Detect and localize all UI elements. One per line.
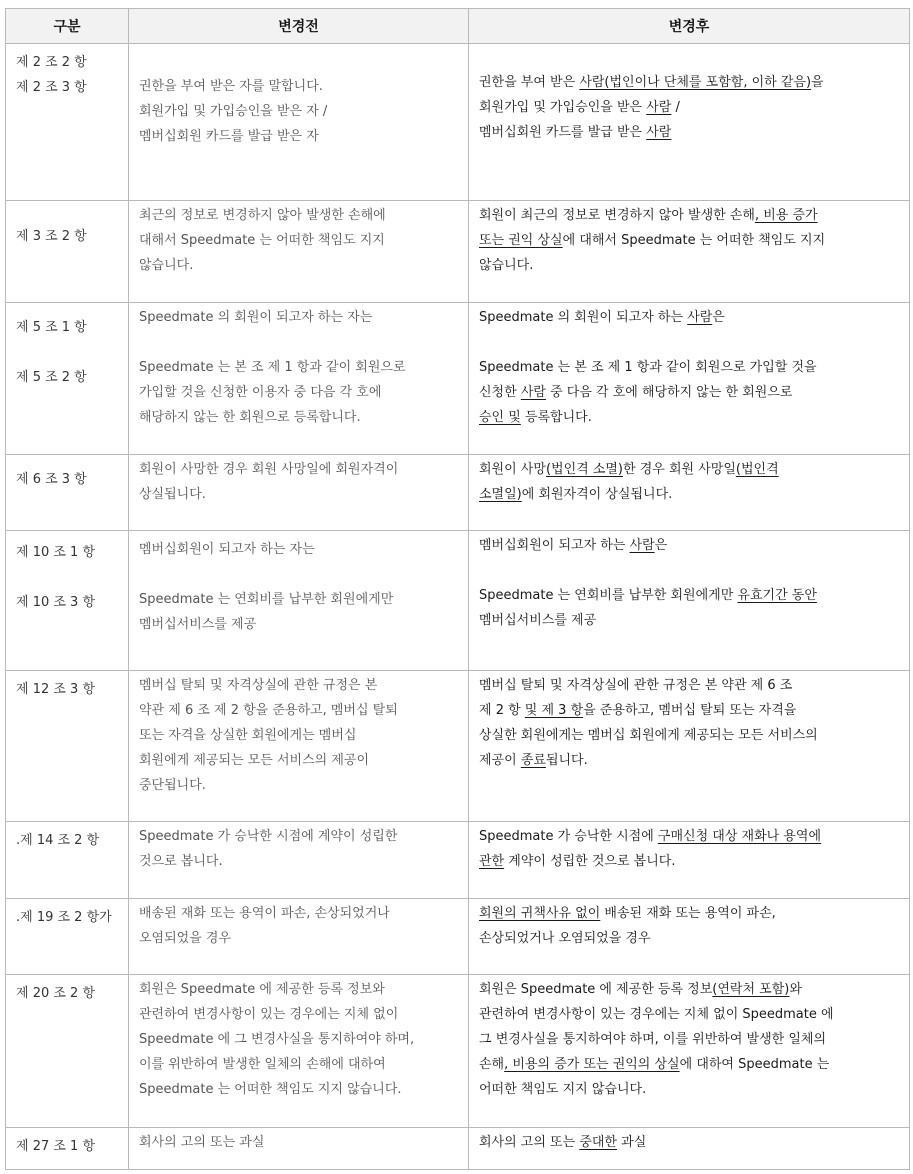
before-text: 멤버십 탈퇴 및 자격상실에 관한 규정은 본 약관 제 6 조 제 2 항을 준용하고, 멤버십 탈퇴 또는 자격을 상실한 회원에게는 멤버십 회원에게 제공되는 모든 서비스의 제공이 중단됩니다. — [139, 678, 398, 793]
after-cell — [469, 44, 910, 201]
table-row — [6, 531, 910, 671]
before-text: Speedmate 의 회원이 되고자 하는 자는 — [139, 310, 373, 325]
after-text-segment: 배송된 재화 또는 용역이 파손, 손상되었거나 오염되었을 경우 — [479, 906, 776, 946]
table-row — [6, 1128, 910, 1170]
table-row — [6, 975, 910, 1128]
table-row — [6, 899, 910, 975]
amended-phrase: 사람 — [646, 125, 672, 140]
clause-label-text: 제 10 조 1 항 제 10 조 3 항 — [16, 545, 96, 610]
amended-phrase: 사람 — [629, 538, 655, 553]
after-cell — [469, 822, 910, 899]
after-text-segment: 은 — [712, 310, 725, 325]
after-text-segment: 멤버십 탈퇴 및 자격상실에 관한 규정은 본 약관 제 6 조 제 2 항 — [479, 678, 793, 718]
after-cell — [469, 899, 910, 975]
before-text: Speedmate 는 본 조 제 1 항과 같이 회원으로 가입할 것을 신청한 이용자 중 다음 각 호에 해당하지 않는 한 회원으로 등록합니다. — [139, 360, 406, 425]
after-cell — [469, 455, 910, 531]
clause-label — [6, 1128, 129, 1170]
after-text-segment: 은 — [654, 538, 668, 553]
clause-label — [6, 822, 129, 899]
amended-phrase: 사람(법인이나 단체를 포함함, 이하 같음) — [579, 75, 812, 90]
after-text-segment: 을 준용하고, 멤버십 탈퇴 또는 자격을 상실한 회원에게는 멤버십 회원에게 제공되는 모든 서비스의 제공이 — [479, 703, 818, 768]
amended-phrase: 구매신청 대상 재화나 용역에 관한 — [479, 829, 822, 869]
after-text — [479, 305, 903, 330]
before-text: 회원이 사망한 경우 회원 사망일에 회원자격이 상실됩니다. — [139, 462, 399, 502]
after-cell — [469, 201, 910, 303]
amended-phrase: , 비용 증가 또는 권익 상실 — [479, 208, 818, 248]
after-text-segment: Speedmate 의 회원이 되고자 하는 — [479, 310, 688, 325]
after-text — [479, 824, 903, 874]
after-text-segment: 회사의 고의 또는 — [479, 1135, 580, 1150]
clause-label-text: 제 3 조 2 항 — [16, 229, 87, 244]
after-text-segment: 멤버십회원이 되고자 하는 — [479, 538, 630, 553]
header-category: 구분 — [6, 9, 129, 44]
table-row — [6, 303, 910, 455]
amended-phrase: (법인격 소멸일) — [479, 462, 779, 502]
amended-phrase: 및 제 3 항 — [524, 703, 584, 718]
amended-phrase: 사람 — [687, 310, 713, 325]
before-cell — [129, 455, 469, 531]
before-cell — [129, 1128, 469, 1170]
before-text: 최근의 정보로 변경하지 않아 발생한 손해에 대해서 Speedmate 는 어떠한 책임도 지지 않습니다. — [139, 208, 386, 273]
before-cell — [129, 531, 469, 671]
amended-phrase: 유효기간 동안 — [737, 588, 817, 603]
after-text-segment: Speedmate 가 승낙한 시점에 — [479, 829, 658, 844]
amended-phrase: (연락처 포함) — [712, 982, 790, 997]
after-text — [479, 355, 903, 430]
amended-phrase: 중대한 — [579, 1135, 617, 1150]
after-text-segment: 회원이 최근의 정보로 변경하지 않아 발생한 손해 — [479, 208, 755, 223]
before-text: 회사의 고의 또는 과실 — [139, 1135, 265, 1150]
amended-phrase: 종료 — [520, 753, 546, 768]
after-text-segment: 을 회원가입 및 가입승인을 받은 — [479, 75, 824, 115]
clause-label — [6, 531, 129, 671]
before-text: 멤버십회원이 되고자 하는 자는 — [139, 542, 315, 557]
after-text-segment: 회원은 Speedmate 에 제공한 등록 정보 — [479, 982, 713, 997]
header-row — [6, 9, 910, 44]
clause-label — [6, 899, 129, 975]
amended-phrase: 승인 및 — [479, 410, 521, 425]
clause-label — [6, 975, 129, 1128]
before-text: 권한을 부여 받은 자를 말합니다. 회원가입 및 가입승인을 받은 자 / 멤버십회원 카드를 발급 받은 자 — [139, 79, 328, 144]
before-cell — [129, 671, 469, 822]
after-text-segment: 권한을 부여 받은 — [479, 75, 580, 90]
amended-phrase: 회원의 귀책사유 없이 — [479, 906, 601, 921]
header-after: 변경후 — [469, 9, 910, 44]
table-row — [6, 455, 910, 531]
before-cell — [129, 201, 469, 303]
clause-label-text: 제 2 조 2 항 제 2 조 3 항 — [16, 55, 87, 95]
clause-label-text: 제 12 조 3 항 — [16, 682, 96, 697]
after-text — [479, 977, 903, 1102]
before-cell — [129, 303, 469, 455]
clause-label — [6, 44, 129, 201]
after-text-segment: / 멤버십회원 카드를 발급 받은 — [479, 100, 680, 140]
before-cell — [129, 44, 469, 201]
after-text — [479, 673, 903, 773]
clause-label — [6, 303, 129, 455]
table-row — [6, 822, 910, 899]
after-cell — [469, 531, 910, 671]
after-cell — [469, 1128, 910, 1170]
amended-phrase: 사람 — [520, 385, 546, 400]
clause-label — [6, 201, 129, 303]
clause-label-text: 제 6 조 3 항 — [16, 472, 87, 487]
after-text-segment: 와 관련하여 변경사항이 있는 경우에는 지체 없이 Speedmate 에 그 변경사실을 통지하여야 하며, 이를 위반하여 발생한 일체의 손해 — [479, 982, 834, 1072]
after-text-segment: 과실 — [617, 1135, 647, 1150]
after-text-segment: 한 경우 회원 사망일 — [623, 462, 736, 477]
after-text-segment: 에 회원자격이 상실됩니다. — [521, 487, 673, 502]
before-cell — [129, 899, 469, 975]
clause-label-text: .제 14 조 2 항 — [16, 833, 100, 848]
after-text-segment: 멤버십서비스를 제공 — [479, 613, 597, 628]
after-text — [479, 203, 903, 278]
after-text — [479, 533, 903, 558]
after-text-segment: 에 대하여 Speedmate 는 어떠한 책임도 지지 않습니다. — [479, 1057, 830, 1097]
terms-comparison-table — [5, 8, 910, 1170]
after-text — [479, 1130, 903, 1155]
after-text-segment: 회원이 사망 — [479, 462, 546, 477]
after-text — [479, 457, 903, 507]
header-before: 변경전 — [129, 9, 469, 44]
after-text-segment: 에 대해서 Speedmate 는 어떠한 책임도 지지 않습니다. — [479, 233, 826, 273]
clause-label-text: 제 27 조 1 항 — [16, 1139, 96, 1154]
after-text-segment: 계약이 성립한 것으로 봅니다. — [504, 854, 676, 869]
after-text-segment: Speedmate 는 본 조 제 1 항과 같이 회원으로 가입할 것을 신청한 — [479, 360, 817, 400]
after-cell — [469, 671, 910, 822]
after-text — [479, 901, 903, 951]
amended-phrase: (법인격 소멸) — [545, 462, 624, 477]
before-cell — [129, 975, 469, 1128]
after-text — [479, 70, 903, 145]
after-text-segment: 등록합니다. — [520, 410, 592, 425]
clause-label-text: 제 5 조 1 항 제 5 조 2 항 — [16, 320, 87, 385]
table-row — [6, 201, 910, 303]
before-cell — [129, 822, 469, 899]
after-text-segment: 중 다음 각 호에 해당하지 않는 한 회원으로 — [550, 385, 793, 400]
after-cell — [469, 975, 910, 1128]
table-row — [6, 44, 910, 201]
after-text-segment: 됩니다. — [545, 753, 588, 768]
before-text: Speedmate 는 연회비를 납부한 회원에게만 멤버십서비스를 제공 — [139, 592, 394, 632]
after-cell — [469, 303, 910, 455]
after-text — [479, 583, 903, 633]
clause-label — [6, 455, 129, 531]
amended-phrase: , 비용의 증가 또는 권익의 상실 — [504, 1057, 680, 1072]
before-text: 배송된 재화 또는 용역이 파손, 손상되었거나 오염되었을 경우 — [139, 906, 390, 946]
after-text-segment: Speedmate 는 연회비를 납부한 회원에게만 — [479, 588, 738, 603]
before-text: 회원은 Speedmate 에 제공한 등록 정보와 관련하여 변경사항이 있는 경우에는 지체 없이 Speedmate 에 그 변경사실을 통지하여야 하며, 이를 위반하여 발생한 일체의 손해에 대하여 Speedmate 는 어떠한 책임도 지지 않습니다. — [139, 982, 415, 1097]
clause-label-text: 제 20 조 2 항 — [16, 986, 96, 1001]
clause-label-text: .제 19 조 2 항가 — [16, 910, 112, 925]
before-text: Speedmate 가 승낙한 시점에 계약이 성립한 것으로 봅니다. — [139, 829, 398, 869]
amended-phrase: 사람 — [646, 100, 672, 115]
table-row — [6, 671, 910, 822]
clause-label — [6, 671, 129, 822]
